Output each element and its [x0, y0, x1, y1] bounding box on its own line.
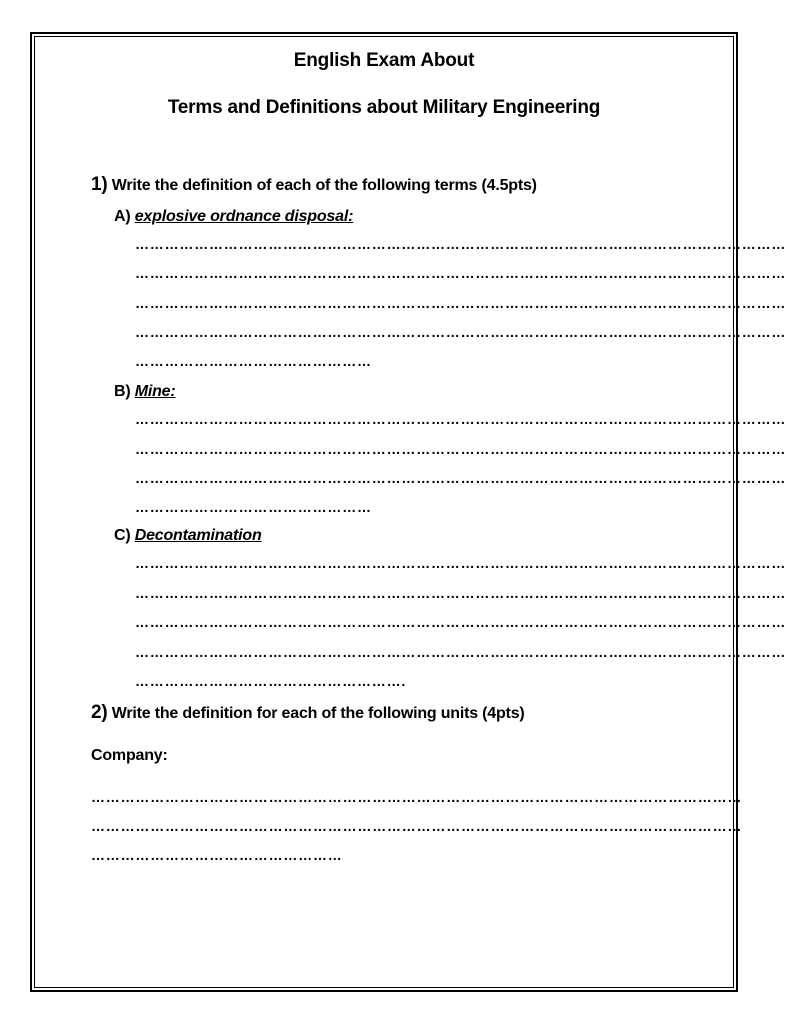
term-b-name: Mine:: [134, 383, 176, 400]
answer-line[interactable]: ……………………………………………………………………………………………………………………: [135, 265, 786, 281]
exam-title: English Exam About: [293, 50, 475, 71]
term-c-name: Decontamination: [134, 527, 262, 544]
term-a-name: explosive ordnance disposal:: [134, 208, 354, 225]
question-2-text: Write the definition for each of the following units (4pts): [107, 705, 525, 722]
answer-line[interactable]: ……………………………………………………………………………………………………………………: [135, 441, 786, 457]
answer-line[interactable]: ……………………………………………………………………………………………………………………: [135, 614, 786, 630]
unit-company-label: Company:: [91, 747, 168, 764]
question-1-text: Write the definition of each of the following terms (4.5pts): [107, 177, 537, 194]
question-2-number: 2): [91, 702, 108, 723]
term-b-letter: B): [114, 383, 131, 400]
answer-line[interactable]: ……………………………………………………………………………………………………………………: [135, 644, 786, 660]
term-a: [114, 208, 353, 226]
answer-line[interactable]: ……………………………………………………………………………………………………………………: [135, 585, 786, 601]
answer-line[interactable]: ……………………………………………………………………………………………………………………: [135, 411, 786, 427]
answer-line[interactable]: ……………………………………………….: [135, 673, 407, 689]
question-2: [91, 702, 525, 724]
answer-line[interactable]: ……………………………………………………………………………………………………………………: [135, 470, 786, 486]
answer-line[interactable]: ……………………………………………………………………………………………………………………: [135, 324, 786, 340]
answer-line[interactable]: ……………………………………………………………………………………………………………………: [135, 555, 786, 571]
answer-line[interactable]: …………………………………………: [135, 499, 372, 515]
answer-line[interactable]: …………………………………………: [135, 353, 372, 369]
answer-line[interactable]: ……………………………………………: [91, 847, 343, 863]
answer-line[interactable]: ……………………………………………………………………………………………………………………: [135, 295, 786, 311]
exam-subtitle: Terms and Definitions about Military Engineering: [167, 97, 601, 118]
answer-line[interactable]: ……………………………………………………………………………………………………………………: [135, 236, 786, 252]
answer-line[interactable]: ……………………………………………………………………………………………………………………: [91, 789, 743, 805]
term-c: [114, 527, 262, 545]
term-b: [114, 383, 176, 401]
term-c-letter: C): [114, 527, 131, 544]
question-1-number: 1): [91, 174, 108, 195]
answer-line[interactable]: ……………………………………………………………………………………………………………………: [91, 818, 743, 834]
term-a-letter: A): [114, 208, 131, 225]
question-1: [91, 174, 537, 196]
